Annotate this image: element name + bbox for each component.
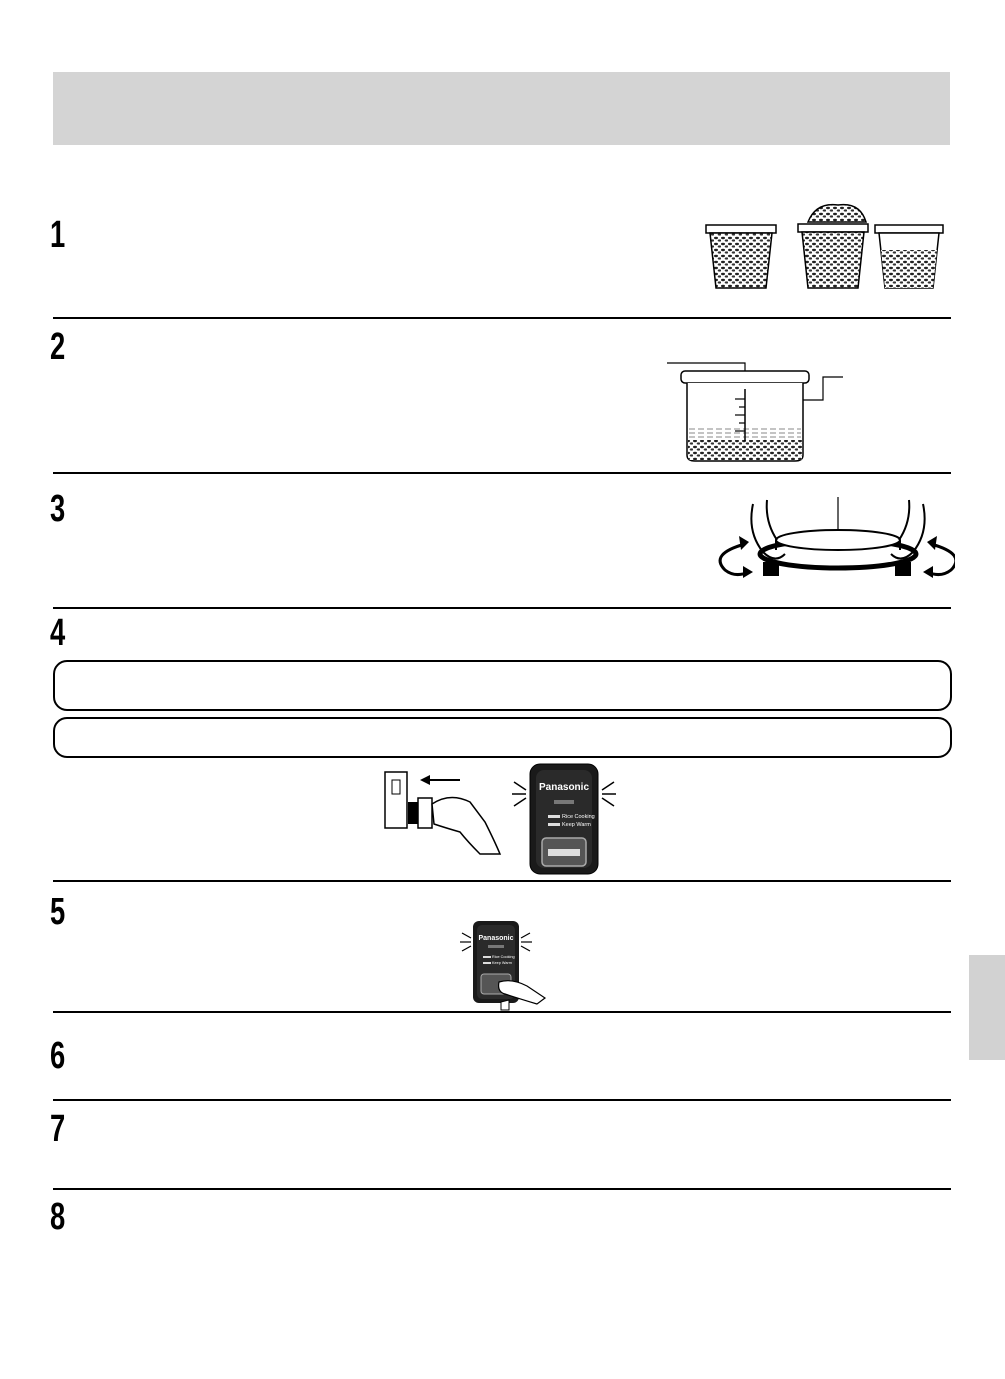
inner-pan-water-level-illustration [665, 355, 850, 465]
note-box [53, 717, 952, 758]
step-divider [53, 607, 951, 609]
step-7-number: 7 [50, 1108, 66, 1150]
step-1-number: 1 [50, 214, 66, 256]
step-divider [53, 1188, 951, 1190]
step-6-number: 6 [50, 1035, 66, 1077]
keep-warm-indicator-label: Keep Warm [492, 961, 512, 965]
press-start-button-illustration [457, 918, 552, 1013]
control-panel-illustration [508, 762, 620, 877]
step-divider [53, 1011, 951, 1013]
panel-brand-label: Panasonic [478, 935, 514, 942]
rice-cooking-indicator-label: Rice Cooking [562, 814, 595, 820]
step-divider [53, 317, 951, 319]
rice-cups-illustration [700, 200, 950, 295]
step-5-number: 5 [50, 891, 66, 933]
plug-into-outlet-illustration [360, 762, 510, 862]
section-side-tab [969, 955, 1005, 1060]
step-2-number: 2 [50, 326, 66, 368]
step-divider [53, 1099, 951, 1101]
step-divider [53, 472, 951, 474]
rice-cooking-indicator-label: Rice Cooking [492, 955, 515, 959]
panel-brand-label: Panasonic [538, 782, 590, 793]
step-divider [53, 880, 951, 882]
step-4-number: 4 [50, 612, 66, 654]
step-8-number: 8 [50, 1196, 66, 1238]
page-header-bar [53, 72, 950, 145]
note-box [53, 660, 952, 711]
keep-warm-indicator-label: Keep Warm [562, 822, 591, 828]
inner-pan-placement-illustration [705, 492, 955, 592]
step-3-number: 3 [50, 488, 66, 530]
